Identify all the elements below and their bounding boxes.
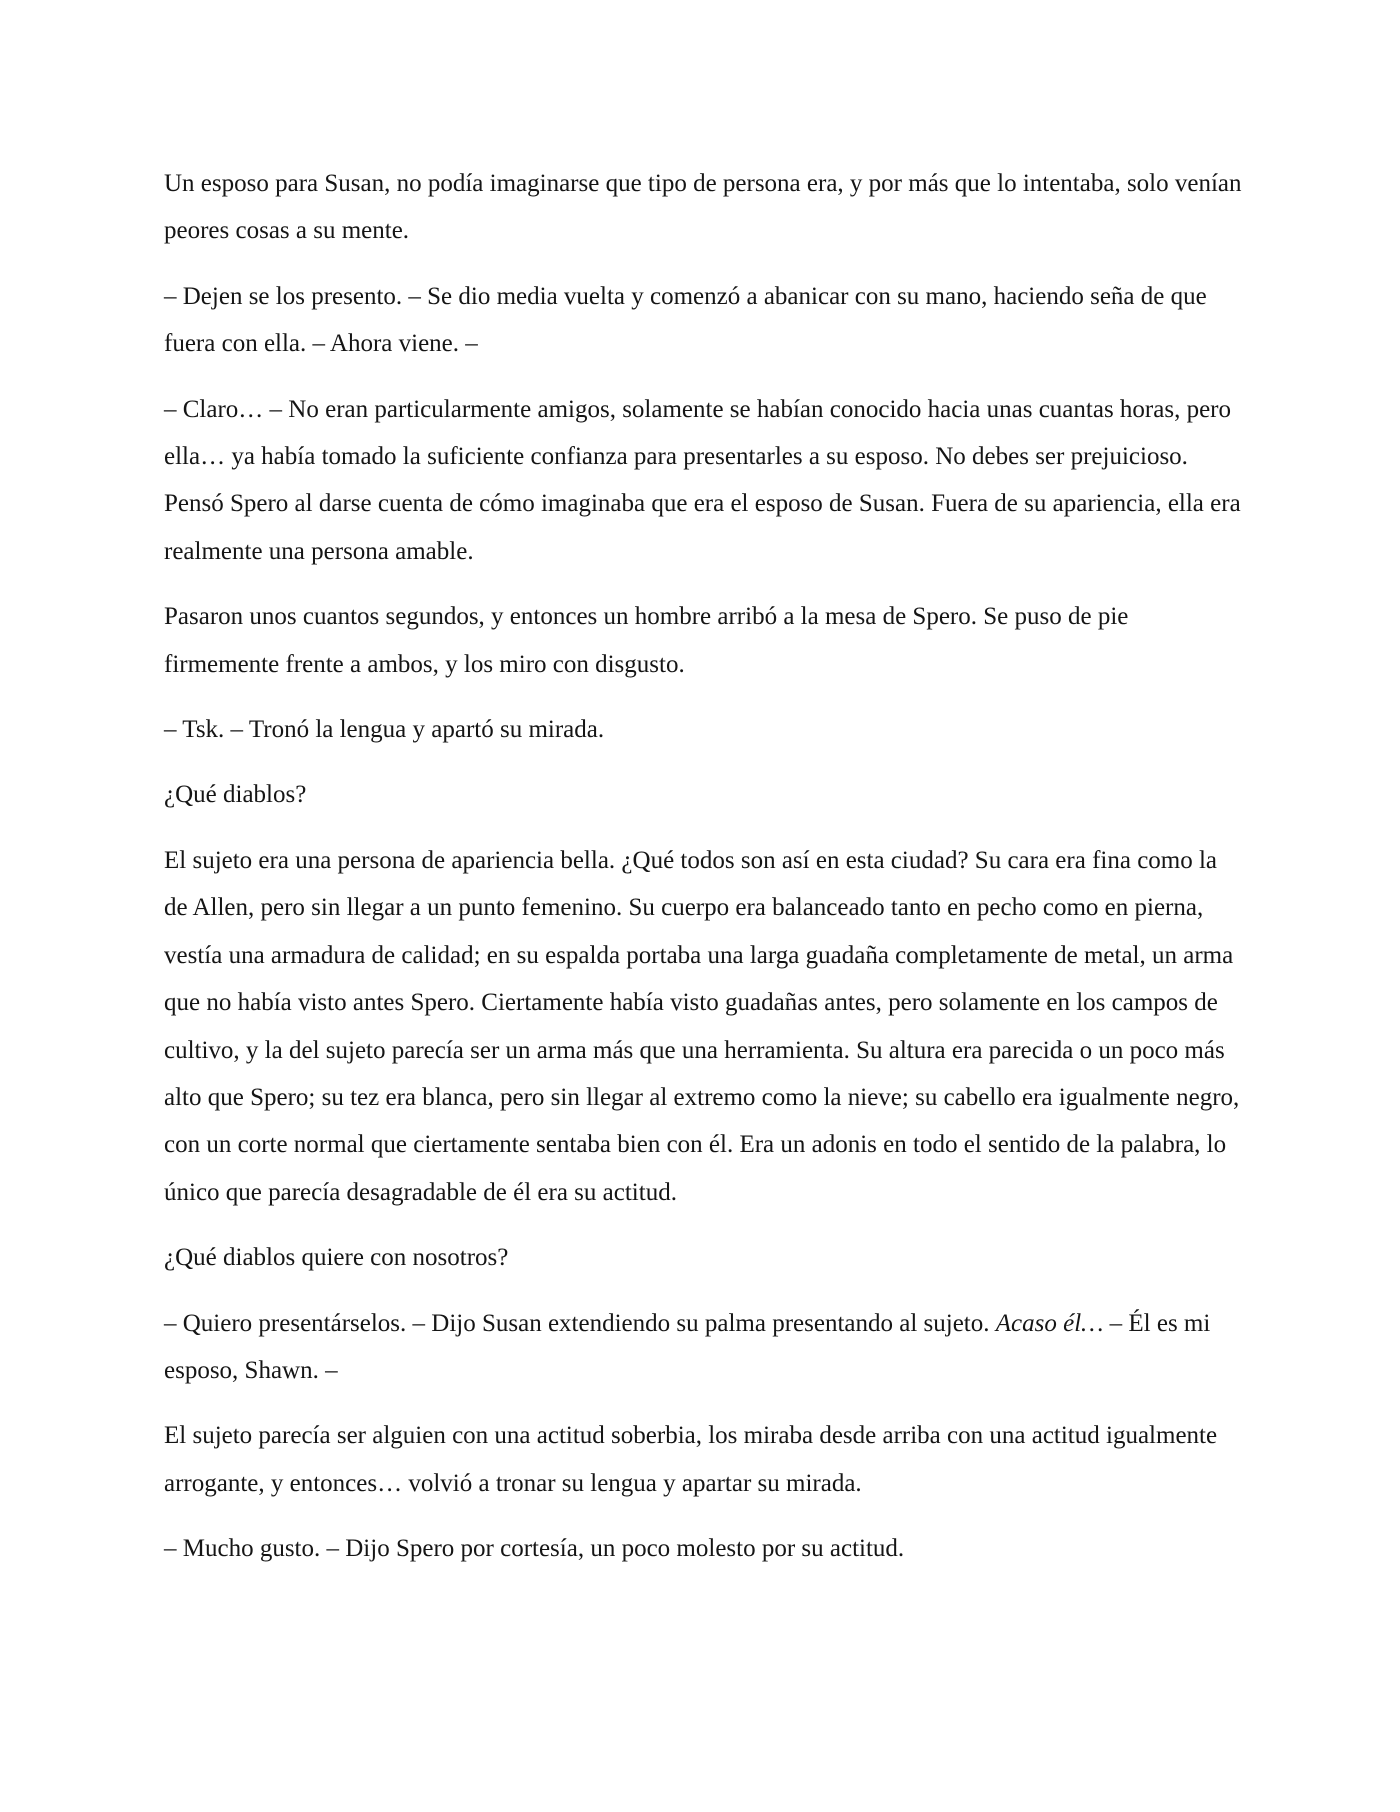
paragraph: – Tsk. – Tronó la lengua y apartó su mirada.: [164, 716, 605, 744]
paragraph: – Dejen se los presento. – Se dio media vuelta y comenzó a abanicar con su mano, haciendo seña de que fuera con ella. – Ahora viene. –: [164, 282, 1207, 358]
paragraph-with-italic: [164, 1300, 1244, 1395]
document-page: [164, 160, 1244, 1591]
italic-thought: Acaso él…: [995, 1309, 1104, 1337]
paragraph-text: – Él es mi esposo, Shawn. –: [164, 1309, 1211, 1384]
paragraph: Un esposo para Susan, no podía imaginarse que tipo de persona era, y por más que lo intentaba, solo venían peores cosas a su mente.: [164, 170, 1242, 245]
paragraph-text: – Quiero presentárselos. – Dijo Susan extendiendo su palma presentando al sujeto.: [164, 1309, 996, 1337]
paragraph: – Mucho gusto. – Dijo Spero por cortesía, un poco molesto por su actitud.: [164, 1535, 905, 1563]
paragraph: Pasaron unos cuantos segundos, y entonces un hombre arribó a la mesa de Spero. Se puso de pie firmemente frente a ambos, y los miro con disgusto.: [164, 603, 1129, 678]
paragraph: ¿Qué diablos?: [164, 781, 307, 809]
paragraph: El sujeto era una persona de apariencia bella. ¿Qué todos son así en esta ciudad? Su cara era fina como la de Allen, pero sin llegar a un punto femenino. Su cuerpo era balanceado tanto en pecho como en pierna, vestía una armadura de calidad; en su espalda portaba una larga guadaña completamente de metal, un arma que no había visto antes Spero. Ciertamente había visto guadañas antes, pero solamente en los campos de cultivo, y la del sujeto parecía ser un arma más que una herramienta. Su altura era parecida o un poco más alto que Spero; su tez era blanca, pero sin llegar al extremo como la nieve; su cabello era igualmente negro, con un corte normal que ciertamente sentaba bien con él. Era un adonis en todo el sentido de la palabra, lo único que parecía desagradable de él era su actitud.: [164, 846, 1240, 1206]
paragraph: – Claro… – No eran particularmente amigos, solamente se habían conocido hacia unas cuantas horas, pero ella… ya había tomado la suficiente confianza para presentarles a su esposo. No debes ser prejuicioso. Pensó Spero al darse cuenta de cómo imaginaba que era el esposo de Susan. Fuera de su apariencia, ella era realmente una persona amable.: [164, 395, 1241, 565]
paragraph: ¿Qué diablos quiere con nosotros?: [164, 1244, 509, 1272]
paragraph: El sujeto parecía ser alguien con una actitud soberbia, los miraba desde arriba con una actitud igualmente arrogante, y entonces… volvió a tronar su lengua y apartar su mirada.: [164, 1422, 1218, 1497]
